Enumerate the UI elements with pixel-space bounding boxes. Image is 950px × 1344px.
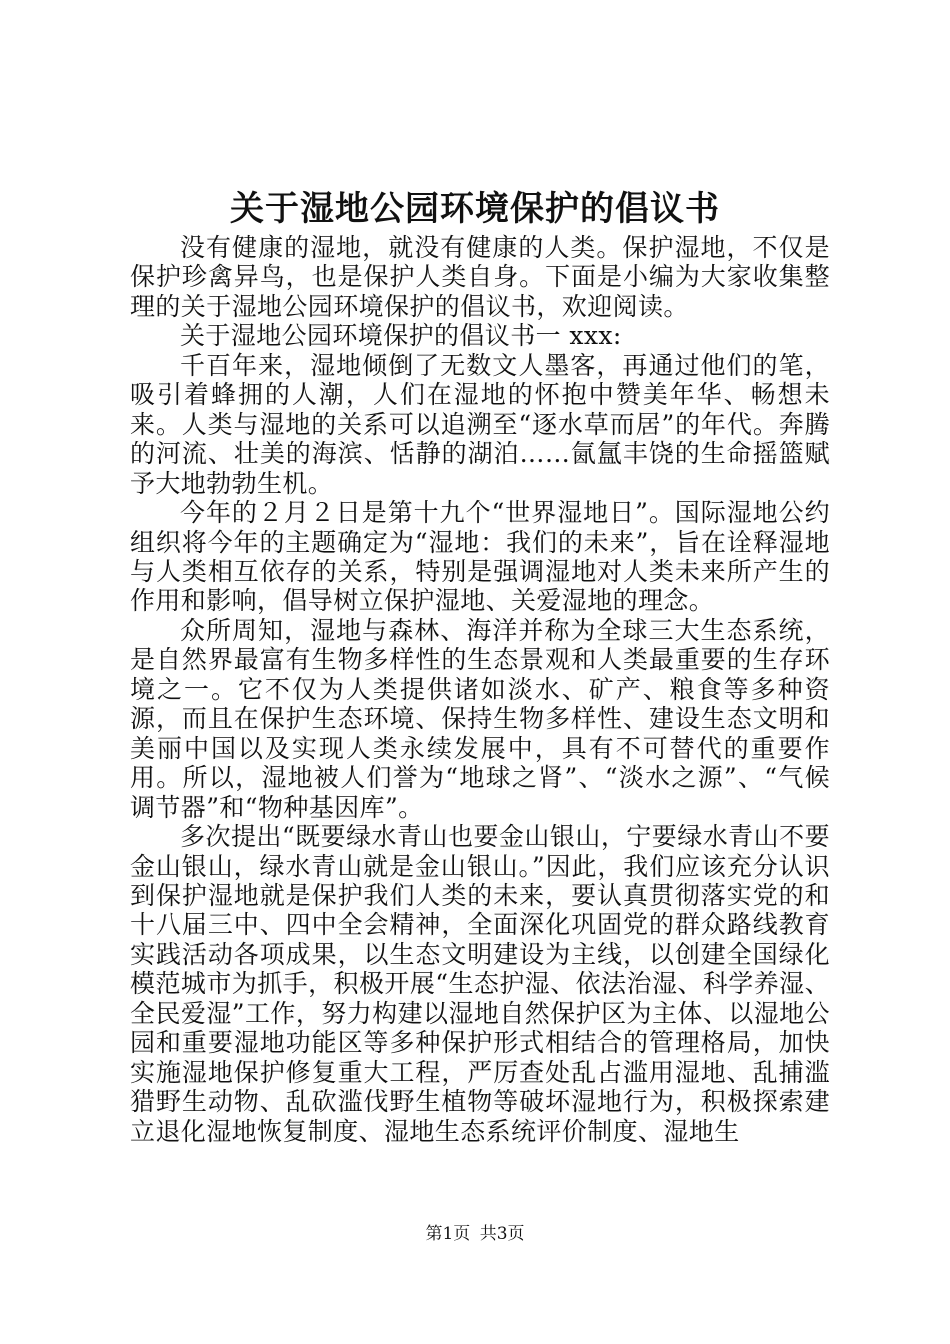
paragraph-history: 千百年来，湿地倾倒了无数文人墨客，再通过他们的笔，吸引着蜂拥的人潮，人们在湿地的怀抱中赞美年华、畅想未来。人类与湿地的关系可以追溯至“逐水草而居”的年代。奔腾的河流、壮美的海滨、恬静的湖泊……氤氲丰饶的生命摇篮赋予大地勃勃生机。 [130,350,830,498]
page-number: 第1页 [425,1224,471,1244]
paragraph-wetland-day: 今年的２月２日是第十九个“世界湿地日”。国际湿地公约组织将今年的主题确定为“湿地：我们的未来”，旨在诠释湿地与人类相互依存的关系，特别是强调湿地对人类未来所产生的作用和影响，倡导树立保护湿地、关爱湿地的理念。 [130,498,830,616]
document-body [130,233,830,1146]
paragraph-intro: 没有健康的湿地，就没有健康的人类。保护湿地，不仅是保护珍禽异鸟，也是保护人类自身。下面是小编为大家收集整理的关于湿地公园环境保护的倡议书，欢迎阅读。 [130,233,830,321]
paragraph-ecosystem: 众所周知，湿地与森林、海洋并称为全球三大生态系统，是自然界最富有生物多样性的生态景观和人类最重要的生存环境之一。它不仅为人类提供诸如淡水、矿产、粮食等多种资源，而且在保护生态环境、保持生物多样性、建设生态文明和美丽中国以及实现人类永续发展中，具有不可替代的重要作用。所以，湿地被人们誉为“地球之肾”、“淡水之源”、“气候调节器”和“物种基因库”。 [130,615,830,822]
page-footer [0,1222,950,1246]
page-total: 共3页 [479,1224,525,1244]
document-title: 关于湿地公园环境保护的倡议书 [230,189,720,229]
paragraph-actions: 多次提出“既要绿水青山也要金山银山，宁要绿水青山不要金山银山，绿水青山就是金山银山。”因此，我们应该充分认识到保护湿地就是保护我们人类的未来，要认真贯彻落实党的和十八届三中、四中全会精神，全面深化巩固党的群众路线教育实践活动各项成果，以生态文明建设为主线，以创建全国绿化模范城市为抓手，积极开展“生态护湿、依法治湿、科学养湿、全民爱湿”工作，努力构建以湿地自然保护区为主体、以湿地公园和重要湿地功能区等多种保护形式相结合的管理格局，加快实施湿地保护修复重大工程，严厉查处乱占滥用湿地、乱捕滥猎野生动物、乱砍滥伐野生植物等破坏湿地行为，积极探索建立退化湿地恢复制度、湿地生态系统评价制度、湿地生 [130,822,830,1146]
paragraph-heading: 关于湿地公园环境保护的倡议书一 xxx: [180,321,622,351]
